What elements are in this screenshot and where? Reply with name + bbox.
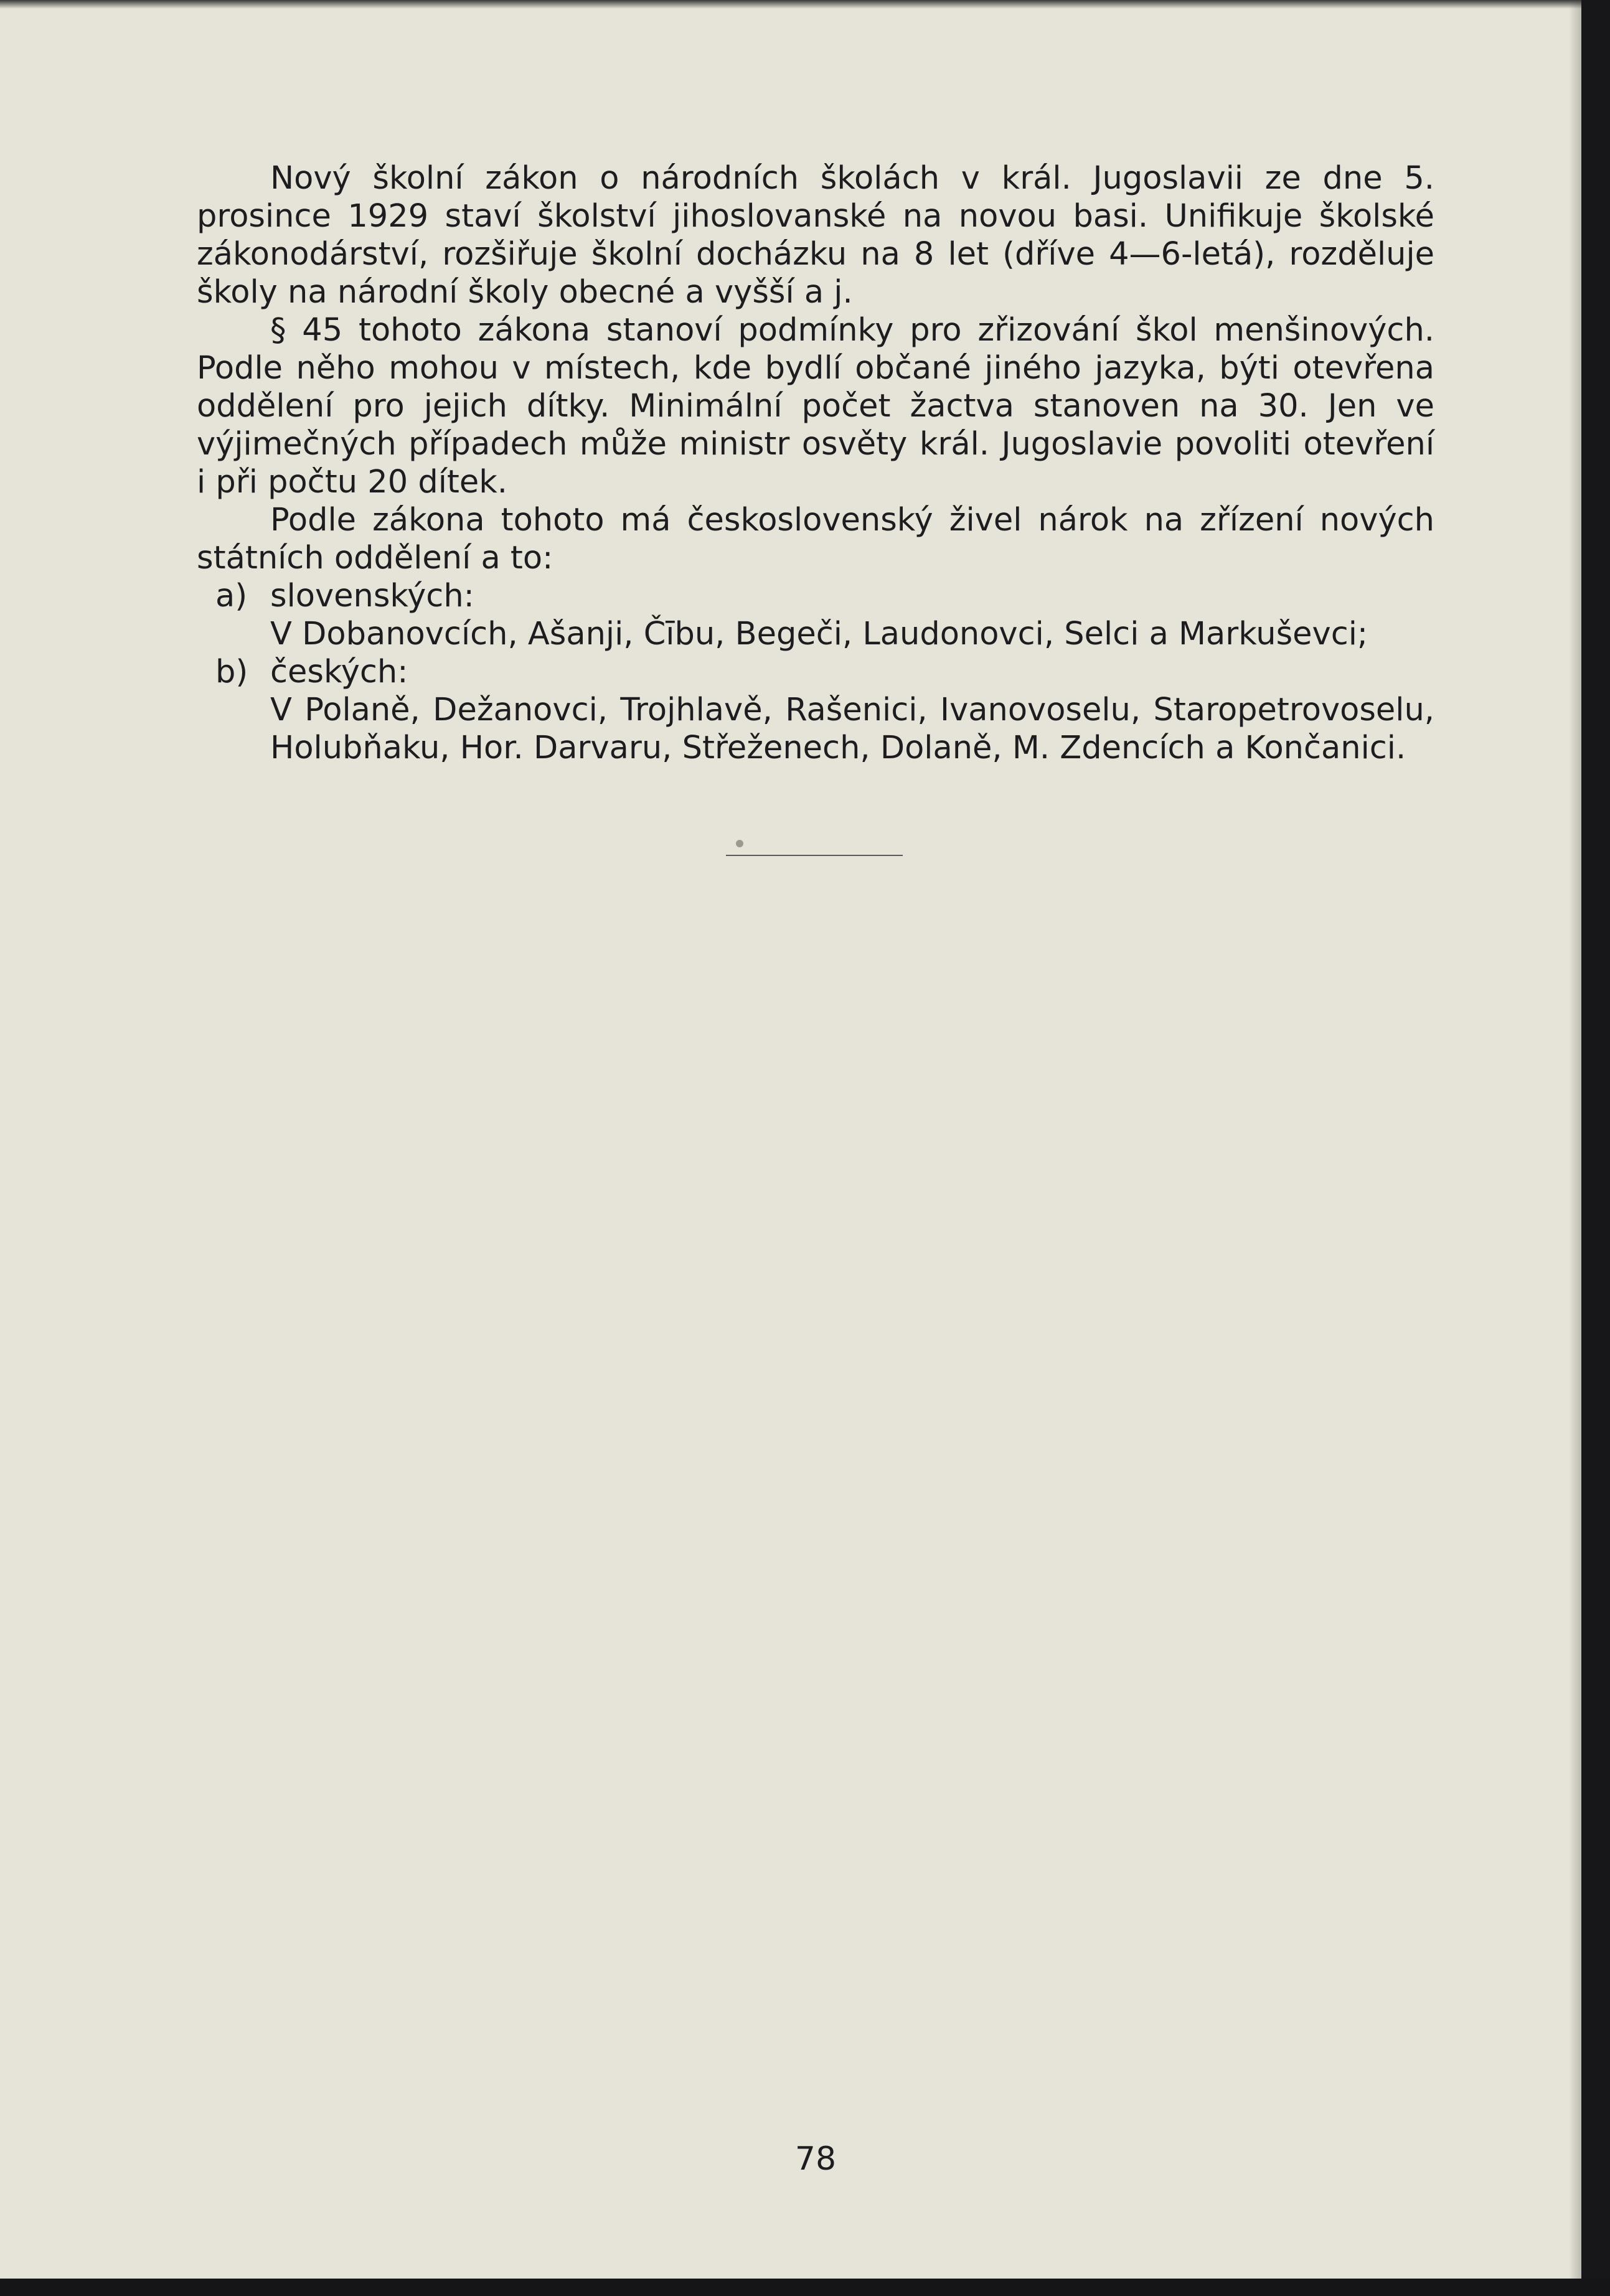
body-text xyxy=(197,159,1434,767)
list-marker-b: b) xyxy=(215,654,248,690)
ornament-dot xyxy=(736,840,743,847)
paragraph-section-45: § 45 tohoto zákona stanoví podmínky pro zřizování škol menšinových. Podle něho mohou v místech, kde bydlí občané jiného jazyka, býti otevřena oddělení pro jejich dítky. Minimální počet žactva stanoven na 30. Jen ve výjimečných případech může ministr osvěty král. Jugoslavie povoliti otevření i při počtu 20 dítek. xyxy=(197,312,1434,501)
page-fold-shadow xyxy=(1569,0,1581,2279)
paragraph-school-law: Nový školní zákon o národních školách v král. Jugoslavii ze dne 5. prosince 1929 staví školství jihoslovanské na novou basi. Unifikuje školské zákonodárství, rozšiřuje školní docházku na 8 let (dříve 4—6-letá), rozděluje školy na národní školy obecné a vyšší a j. xyxy=(197,160,1434,311)
list-label-slovak: slovenských: xyxy=(270,578,474,614)
paragraph-czechoslovak-claim: Podle zákona tohoto má československý živel nárok na zřízení nových státních oddělení a to: xyxy=(197,502,1434,576)
scan-bottom-edge xyxy=(0,2279,1610,2296)
list-label-czech: českých: xyxy=(270,654,408,690)
list-item-czech xyxy=(197,653,1434,691)
list-item-slovak xyxy=(197,577,1434,615)
list-marker-a: a) xyxy=(215,578,248,614)
list-places-slovak: V Dobanovcích, Ašanji, Čību, Begeči, Laudonovci, Selci a Markuševci; xyxy=(270,616,1368,652)
page-number: 78 xyxy=(794,2140,837,2178)
scan-top-edge xyxy=(0,0,1581,9)
scan-right-edge xyxy=(1581,0,1610,2296)
list-places-czech: V Polaně, Dežanovci, Trojhlavě, Rašenici, Ivanovoselu, Staropetrovoselu, Holubňaku, Hor. Darvaru, Střeženech, Dolaně, M. Zdencích a Končanici. xyxy=(270,692,1434,766)
section-divider xyxy=(726,855,903,856)
